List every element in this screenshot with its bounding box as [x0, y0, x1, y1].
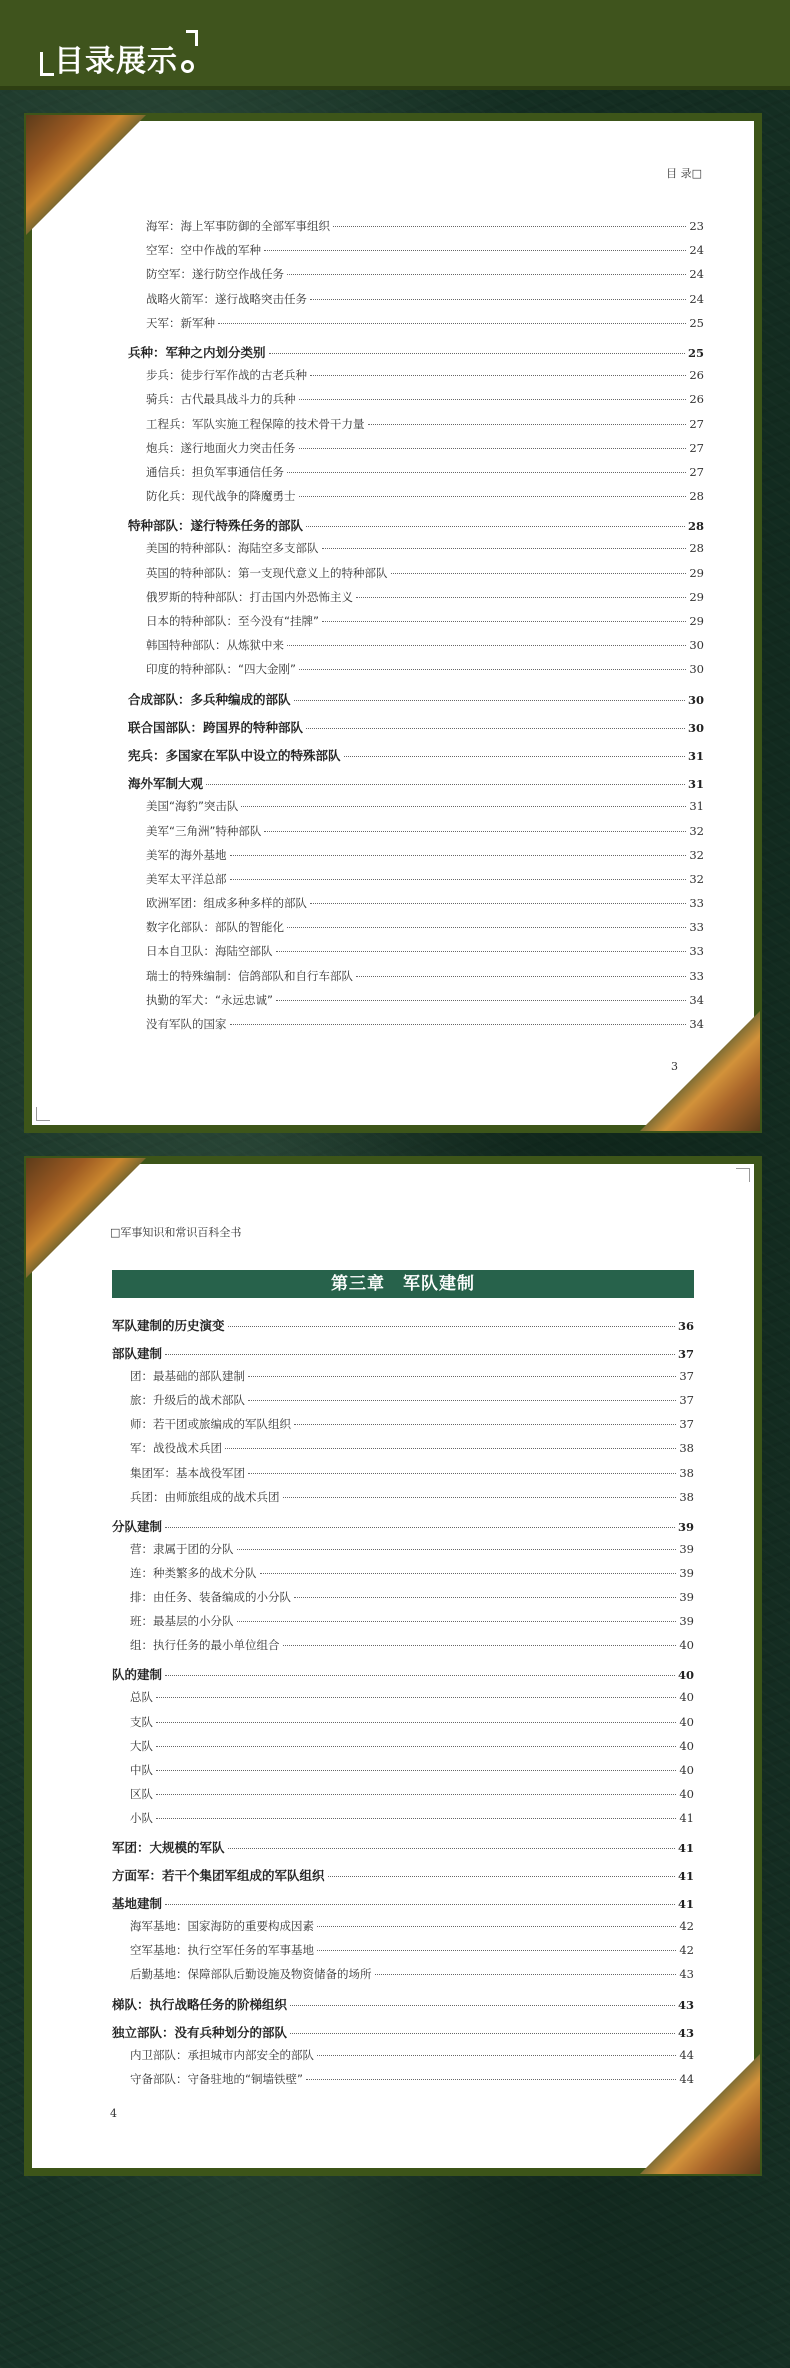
- toc-entry-page: 36: [677, 1319, 694, 1333]
- toc-entry-title: 欧洲军团：组成多种多样的部队: [146, 896, 307, 911]
- toc-entry-title: 骑兵：古代最具战斗力的兵种: [146, 392, 296, 407]
- toc-entry: [128, 315, 704, 339]
- toc-entry-page: 44: [679, 2047, 694, 2062]
- toc-entry-title: 海外军制大观: [128, 776, 204, 792]
- toc-entry: [128, 488, 704, 512]
- toc-entry: [112, 2071, 694, 2095]
- toc-entry-title: 营：隶属于团的分队: [130, 1541, 234, 1556]
- toc-entry: [128, 516, 704, 540]
- dot-leader: [228, 1326, 675, 1327]
- dot-leader: [287, 645, 686, 646]
- toc-entry: [112, 1714, 694, 1738]
- running-head: 目 录□: [666, 167, 702, 180]
- toc-entry-page: 30: [689, 638, 704, 653]
- bracket-decoration-left: [40, 52, 54, 76]
- toc-entry: [128, 919, 704, 943]
- toc-entry-title: 师：若干团或旅编成的军队组织: [130, 1417, 291, 1432]
- dot-leader: [225, 1448, 676, 1449]
- toc-entry-page: 40: [677, 1668, 694, 1683]
- toc-entry-page: 43: [677, 2025, 694, 2040]
- toc-entry-title: 防空军：遂行防空作战任务: [146, 267, 284, 282]
- ring-decoration-icon: [181, 60, 194, 73]
- toc-entry-title: 合成部队：多兵种编成的部队: [128, 691, 291, 707]
- toc-entry: [128, 823, 704, 847]
- toc-entry-page: 41: [677, 1840, 694, 1855]
- toc-entry-page: 42: [679, 1943, 694, 1958]
- toc-entry: [128, 746, 704, 770]
- toc-entry-title: 排：由任务、装备编成的小分队: [130, 1590, 291, 1605]
- dot-leader: [317, 1950, 676, 1951]
- toc-entry: [128, 871, 704, 895]
- toc-entry-page: 24: [689, 243, 704, 258]
- toc-entry-title: 守备部队：守备驻地的“铜墙铁壁”: [130, 2071, 303, 2086]
- toc-entry: [112, 1465, 694, 1489]
- dot-leader: [356, 597, 686, 598]
- toc-entry: [128, 690, 704, 714]
- toc-entry-title: 美军的海外基地: [146, 847, 227, 862]
- dot-leader: [241, 806, 686, 807]
- toc-entry-title: 班：最基层的小分队: [130, 1614, 234, 1629]
- toc-entry: [128, 661, 704, 685]
- toc-entry: [112, 1344, 694, 1368]
- dot-leader: [264, 831, 686, 832]
- toc-entry: [112, 1517, 694, 1541]
- toc-entry: [112, 1786, 694, 1810]
- toc-entry-title: 内卫部队：承担城市内部安全的部队: [130, 2047, 314, 2062]
- toc-entry: [128, 992, 704, 1016]
- toc-entry: [128, 540, 704, 564]
- toc-entry-title: 军团：大规模的军队: [112, 1839, 225, 1855]
- toc-entry: [128, 718, 704, 742]
- toc-entry-page: 39: [677, 1519, 694, 1534]
- toc-entry: [128, 291, 704, 315]
- toc-entry-title: 支队: [130, 1714, 153, 1729]
- toc-entry-page: 40: [679, 1786, 694, 1801]
- toc-entry: [112, 1918, 694, 1942]
- dot-leader: [165, 1904, 675, 1905]
- toc-entry-title: 部队建制: [112, 1346, 163, 1362]
- toc-entry: [112, 1637, 694, 1661]
- dot-leader: [299, 399, 687, 400]
- toc-entry: [112, 1541, 694, 1565]
- dot-leader: [206, 784, 685, 785]
- toc-entry: [112, 1966, 694, 1990]
- dot-leader: [287, 927, 686, 928]
- toc-entry-title: 工程兵：军队实施工程保障的技术骨干力量: [146, 416, 365, 431]
- toc-entry-page: 37: [679, 1393, 694, 1408]
- toc-entry-page: 39: [679, 1565, 694, 1580]
- toc-entry-title: 日本自卫队：海陆空部队: [146, 944, 273, 959]
- toc-entry-page: 30: [687, 692, 704, 707]
- toc-entry-page: 38: [679, 1441, 694, 1456]
- dot-leader: [356, 976, 686, 977]
- toc-entry-page: 41: [677, 1897, 694, 1912]
- dot-leader: [165, 1354, 675, 1355]
- dot-leader: [248, 1400, 676, 1401]
- dot-leader: [230, 855, 687, 856]
- dot-leader: [165, 1527, 675, 1528]
- toc-entry: [112, 1613, 694, 1637]
- toc-entry-title: 印度的特种部队：“四大金刚”: [146, 662, 296, 677]
- toc-entry: [112, 1689, 694, 1713]
- toc-entry-page: 37: [679, 1417, 694, 1432]
- toc-entry: [112, 1316, 694, 1340]
- dot-leader: [290, 2005, 675, 2006]
- toc-entry-page: 41: [679, 1810, 694, 1825]
- crop-mark: [36, 1107, 50, 1121]
- toc-entry-page: 43: [679, 1967, 694, 1982]
- toc-entry-page: 29: [689, 589, 704, 604]
- dot-leader: [287, 472, 686, 473]
- toc-entry-page: 38: [679, 1465, 694, 1480]
- toc-entry-title: 执勤的军犬：“永远忠诚”: [146, 992, 273, 1007]
- dot-leader: [264, 250, 686, 251]
- running-head: □军事知识和常识百科全书: [110, 1226, 242, 1239]
- toc-entry-title: 连：种类繁多的战术分队: [130, 1565, 257, 1580]
- toc-entry-page: 26: [689, 368, 704, 383]
- toc-entry-page: 31: [687, 777, 704, 792]
- toc-entry-page: 25: [689, 315, 704, 330]
- toc-entry-page: 28: [687, 519, 704, 534]
- toc-entry-title: 兵团：由师旅组成的战术兵团: [130, 1489, 280, 1504]
- dot-leader: [230, 1024, 687, 1025]
- toc-entry-page: 41: [677, 1869, 694, 1884]
- toc-page-2: [32, 1164, 754, 2168]
- dot-leader: [218, 323, 686, 324]
- dot-leader: [306, 2079, 676, 2080]
- dot-leader: [276, 951, 687, 952]
- toc-entry: [112, 1866, 694, 1890]
- toc-entry: [112, 1838, 694, 1862]
- dot-leader: [156, 1746, 676, 1747]
- toc-entry-page: 30: [687, 720, 704, 735]
- toc-entry-page: 27: [689, 440, 704, 455]
- toc-entry-page: 27: [689, 416, 704, 431]
- toc-entry-title: 分队建制: [112, 1518, 163, 1534]
- toc-entry: [112, 1440, 694, 1464]
- toc-entry: [128, 798, 704, 822]
- dot-leader: [156, 1770, 676, 1771]
- dot-leader: [322, 548, 687, 549]
- toc-entry: [128, 968, 704, 992]
- toc-entry-page: 39: [679, 1541, 694, 1556]
- toc-entry: [128, 218, 704, 242]
- toc-entry-title: 队的建制: [112, 1667, 163, 1683]
- toc-entry: [112, 1942, 694, 1966]
- toc-entry: [112, 1738, 694, 1762]
- toc-entry-title: 美军“三角洲”特种部队: [146, 823, 262, 838]
- dot-leader: [317, 1926, 676, 1927]
- toc-entry-page: 40: [679, 1638, 694, 1653]
- toc-entry: [112, 1589, 694, 1613]
- toc-entry: [128, 464, 704, 488]
- toc-entry-page: 37: [677, 1347, 694, 1362]
- toc-entry-title: 中队: [130, 1762, 153, 1777]
- dot-leader: [310, 903, 686, 904]
- toc-entry-page: 32: [689, 847, 704, 862]
- page-number: 4: [110, 2107, 117, 2120]
- toc-entry-title: 海军基地：国家海防的重要构成因素: [130, 1919, 314, 1934]
- toc-entry-title: 基地建制: [112, 1896, 163, 1912]
- toc-entry-page: 43: [677, 1997, 694, 2012]
- toc-entry-title: 日本的特种部队：至今没有“挂牌”: [146, 614, 319, 628]
- toc-entry: [112, 2023, 694, 2047]
- dot-leader: [156, 1818, 676, 1819]
- toc-entry-page: 34: [689, 992, 704, 1007]
- toc-entry-title: 军队建制的历史演变: [112, 1318, 225, 1333]
- dot-leader: [344, 756, 685, 757]
- dot-leader: [322, 621, 686, 622]
- toc-entry: [128, 242, 704, 266]
- toc-entry-page: 33: [689, 896, 704, 911]
- toc-entry: [112, 1392, 694, 1416]
- toc-entry-title: 总队: [130, 1690, 153, 1705]
- dot-leader: [306, 526, 685, 527]
- toc-entry-title: 瑞士的特殊编制：信鸽部队和自行车部队: [146, 968, 353, 983]
- dot-leader: [287, 274, 686, 275]
- dot-leader: [310, 299, 686, 300]
- dot-leader: [237, 1621, 677, 1622]
- toc-entry: [128, 367, 704, 391]
- toc-entry-title: 集团军：基本战役军团: [130, 1465, 245, 1480]
- toc-entry-page: 38: [679, 1489, 694, 1504]
- toc-entry: [128, 440, 704, 464]
- toc-entry-page: 40: [679, 1738, 694, 1753]
- toc-entry-page: 29: [689, 565, 704, 580]
- toc-entry-title: 防化兵：现代战争的降魔勇士: [146, 489, 296, 504]
- toc-entry: [128, 943, 704, 967]
- toc-entry-page: 32: [689, 823, 704, 838]
- dot-leader: [248, 1473, 676, 1474]
- toc-entry-title: 联合国部队：跨国界的特种部队: [128, 719, 304, 735]
- toc-entry-title: 步兵：徒步行军作战的古老兵种: [146, 368, 307, 383]
- dot-leader: [283, 1645, 677, 1646]
- toc-entry-page: 29: [689, 614, 704, 628]
- toc-entry-title: 方面军：若干个集团军组成的军队组织: [112, 1868, 325, 1884]
- toc-entry: [128, 416, 704, 440]
- toc-entry: [128, 895, 704, 919]
- header-banner: [0, 0, 790, 90]
- toc-entry-page: 33: [689, 920, 704, 935]
- toc-entry-title: 旅：升级后的战术部队: [130, 1393, 245, 1408]
- toc-entry: [112, 1368, 694, 1392]
- toc-entry-page: 44: [679, 2071, 694, 2086]
- toc-entry-title: 大队: [130, 1738, 153, 1753]
- dot-leader: [269, 353, 685, 354]
- toc-entry: [128, 266, 704, 290]
- toc-entry-page: 40: [679, 1762, 694, 1777]
- toc-entry-title: 俄罗斯的特种部队：打击国内外恐怖主义: [146, 589, 353, 604]
- toc-page-card-2: [24, 1156, 762, 2176]
- dot-leader: [230, 879, 687, 880]
- dot-leader: [294, 1424, 676, 1425]
- toc-list: [112, 1316, 694, 2095]
- toc-entry-title: 空军：空中作战的军种: [146, 243, 261, 258]
- dot-leader: [283, 1497, 677, 1498]
- bracket-decoration-right: [186, 30, 198, 46]
- dot-leader: [165, 1675, 675, 1676]
- toc-entry-page: 23: [689, 219, 704, 233]
- dot-leader: [317, 2055, 676, 2056]
- dot-leader: [294, 700, 685, 701]
- toc-entry-page: 40: [679, 1690, 694, 1705]
- toc-entry-title: 战略火箭军：遂行战略突击任务: [146, 291, 307, 306]
- toc-entry: [112, 2047, 694, 2071]
- toc-entry-page: 28: [689, 489, 704, 504]
- toc-entry-title: 没有军队的国家: [146, 1017, 227, 1031]
- dot-leader: [248, 1376, 676, 1377]
- dot-leader: [368, 424, 687, 425]
- toc-entry-title: 英国的特种部队：第一支现代意义上的特种部队: [146, 565, 388, 580]
- toc-entry-page: 27: [689, 464, 704, 479]
- toc-page-card-1: [24, 113, 762, 1133]
- page-number: 3: [671, 1060, 678, 1073]
- toc-entry: [128, 565, 704, 589]
- toc-entry: [128, 343, 704, 367]
- toc-entry-title: 海军：海上军事防御的全部军事组织: [146, 219, 330, 233]
- toc-entry: [128, 637, 704, 661]
- dot-leader: [294, 1597, 676, 1598]
- toc-entry-title: 后勤基地：保障部队后勤设施及物资储备的场所: [130, 1967, 372, 1982]
- toc-entry-title: 美国“海豹”突击队: [146, 799, 239, 814]
- toc-entry-title: 小队: [130, 1810, 153, 1825]
- toc-entry-title: 梯队：执行战略任务的阶梯组织: [112, 1996, 288, 2012]
- crop-mark: [736, 1168, 750, 1182]
- dot-leader: [328, 1876, 675, 1877]
- toc-entry-title: 区队: [130, 1786, 153, 1801]
- dot-leader: [276, 1000, 686, 1001]
- toc-entry-page: 25: [687, 345, 704, 360]
- toc-entry-title: 特种部队：遂行特殊任务的部队: [128, 518, 304, 534]
- toc-entry-page: 30: [689, 662, 704, 677]
- toc-entry-page: 31: [687, 748, 704, 763]
- corner-photo-top-left: [26, 1158, 146, 1278]
- toc-entry: [112, 1416, 694, 1440]
- dot-leader: [156, 1722, 676, 1723]
- toc-entry-title: 独立部队：没有兵种划分的部队: [112, 2024, 288, 2040]
- toc-entry-page: 34: [689, 1017, 704, 1031]
- toc-entry: [128, 847, 704, 871]
- toc-entry: [112, 1565, 694, 1589]
- toc-entry-title: 空军基地：执行空军任务的军事基地: [130, 1943, 314, 1958]
- dot-leader: [310, 375, 686, 376]
- toc-entry-page: 39: [679, 1614, 694, 1629]
- toc-entry-page: 26: [689, 392, 704, 407]
- toc-entry: [112, 1810, 694, 1834]
- dot-leader: [156, 1697, 676, 1698]
- toc-entry-title: 天军：新军种: [146, 315, 215, 330]
- toc-entry-page: 37: [679, 1369, 694, 1384]
- toc-entry-title: 团：最基础的部队建制: [130, 1369, 245, 1384]
- dot-leader: [306, 728, 685, 729]
- dot-leader: [333, 226, 686, 227]
- dot-leader: [237, 1549, 677, 1550]
- toc-entry: [112, 1995, 694, 2019]
- toc-entry-page: 40: [679, 1714, 694, 1729]
- toc-entry-page: 28: [689, 541, 704, 556]
- toc-entry-title: 数字化部队：部队的智能化: [146, 920, 284, 935]
- toc-entry: [128, 1016, 704, 1040]
- toc-entry-page: 31: [689, 799, 704, 814]
- toc-entry-title: 美军太平洋总部: [146, 871, 227, 886]
- toc-entry-title: 通信兵：担负军事通信任务: [146, 464, 284, 479]
- dot-leader: [156, 1794, 676, 1795]
- dot-leader: [260, 1573, 677, 1574]
- toc-entry-page: 24: [689, 267, 704, 282]
- toc-entry-title: 美国的特种部队：海陆空多支部队: [146, 541, 319, 556]
- toc-page-1: [32, 121, 754, 1125]
- corner-photo-top-left: [26, 115, 146, 235]
- toc-entry-page: 42: [679, 1919, 694, 1934]
- dot-leader: [299, 669, 686, 670]
- toc-list: [128, 218, 704, 1040]
- toc-entry-title: 韩国特种部队：从炼狱中来: [146, 638, 284, 653]
- toc-entry-page: 33: [689, 944, 704, 959]
- toc-entry: [112, 1489, 694, 1513]
- toc-entry: [112, 1762, 694, 1786]
- dot-leader: [375, 1974, 677, 1975]
- toc-entry-page: 33: [689, 968, 704, 983]
- toc-entry: [128, 391, 704, 415]
- dot-leader: [391, 573, 687, 574]
- toc-entry: [128, 613, 704, 637]
- toc-entry-title: 兵种：军种之内划分类别: [128, 344, 266, 360]
- dot-leader: [299, 496, 687, 497]
- toc-entry: [112, 1665, 694, 1689]
- header-title: 目录展示: [54, 44, 178, 79]
- toc-entry-page: 32: [689, 871, 704, 886]
- toc-entry-title: 炮兵：遂行地面火力突击任务: [146, 440, 296, 455]
- toc-entry-title: 军：战役战术兵团: [130, 1441, 222, 1456]
- toc-entry-title: 组：执行任务的最小单位组合: [130, 1638, 280, 1653]
- toc-entry: [128, 774, 704, 798]
- toc-entry: [128, 589, 704, 613]
- dot-leader: [290, 2033, 675, 2034]
- dot-leader: [299, 448, 687, 449]
- dot-leader: [228, 1848, 675, 1849]
- toc-entry-page: 39: [679, 1590, 694, 1605]
- toc-entry-page: 24: [689, 291, 704, 306]
- chapter-title: 第三章 军队建制: [112, 1270, 694, 1298]
- toc-entry: [112, 1894, 694, 1918]
- toc-entry-title: 宪兵：多国家在军队中设立的特殊部队: [128, 747, 341, 763]
